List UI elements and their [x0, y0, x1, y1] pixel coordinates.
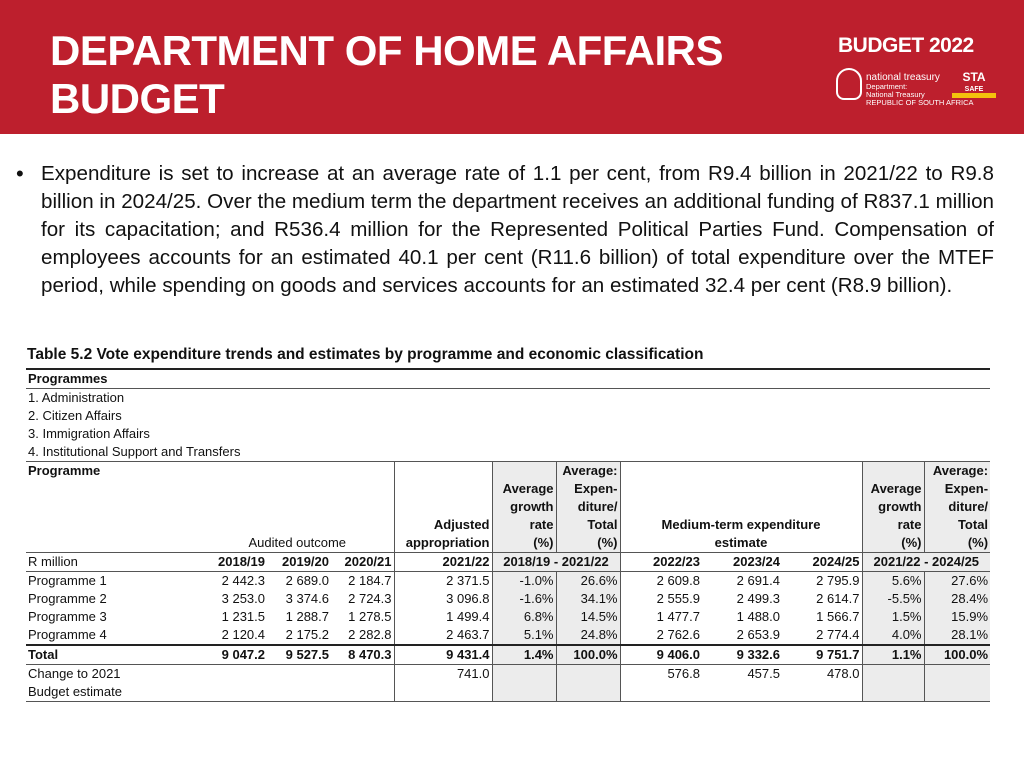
expenditure-table — [26, 368, 990, 702]
year-header: 2023/24 — [702, 553, 782, 572]
average-expenditure-header-2: Average: Expen- diture/ Total (%) — [924, 462, 990, 553]
year-header: 2019/20 — [267, 553, 331, 572]
programme-list-item: 3. Immigration Affairs — [28, 426, 150, 441]
title-line-2: BUDGET — [50, 75, 225, 122]
unit-label: R million — [26, 553, 201, 572]
table-title: Table 5.2 Vote expenditure trends and estimates by programme and economic classification — [27, 346, 704, 363]
year-header: 2024/25 — [782, 553, 862, 572]
programme-list-item: 4. Institutional Support and Transfers — [28, 444, 241, 459]
year-header: 2021/22 — [394, 553, 492, 572]
adjusted-appropriation-header: Adjusted appropriation — [394, 462, 492, 553]
year-header: 2022/23 — [620, 553, 702, 572]
change-row-2: Budget estimate — [26, 683, 990, 702]
table-row: Programme 4 2 120.4 2 175.2 2 282.8 2 463.7 5.1% 24.8% 2 762.6 2 653.9 2 774.4 4.0% 28.1% — [26, 626, 990, 645]
table-row: Programme 3 1 231.5 1 288.7 1 278.5 1 499.4 6.8% 14.5% 1 477.7 1 488.0 1 566.7 1.5% 15.9% — [28, 609, 989, 624]
change-row: Change to 2021 741.0 576.8 457.5 478.0 — [26, 665, 990, 684]
page-title — [50, 27, 790, 123]
year-header: 2020/21 — [331, 553, 394, 572]
year-range-header: 2021/22 - 2024/25 — [862, 553, 990, 572]
stay-safe-bar — [952, 93, 996, 98]
coat-of-arms-icon — [836, 68, 862, 100]
total-row: Total 9 047.2 9 527.5 8 470.3 9 431.4 1.4% 100.0% 9 406.0 9 332.6 9 751.7 1.1% 100.0% — [26, 645, 990, 665]
stay-safe-logo: STA SAFE — [952, 68, 996, 98]
logos-group — [836, 68, 996, 107]
programme-list-item: 1. Administration — [26, 389, 990, 408]
average-growth-header-2: Average growth rate (%) — [862, 462, 924, 553]
table-row: Programme 1 2 442.3 2 689.0 2 184.7 2 371.5 -1.0% 26.6% 2 609.8 2 691.4 2 795.9 5.6% 27.6% — [28, 573, 989, 588]
mtef-header: Medium-term expenditure estimate — [620, 462, 862, 553]
audited-outcome-header: Audited outcome — [201, 462, 394, 553]
budget-2022-label: BUDGET 2022 — [838, 34, 974, 57]
bullet-icon: • — [16, 161, 24, 186]
table-row: Programme 2 3 253.0 3 374.6 2 724.3 3 096.8 -1.6% 34.1% 2 555.9 2 499.3 2 614.7 -5.5% 28.4% — [28, 591, 989, 606]
header-banner — [0, 0, 1024, 134]
average-expenditure-header: Average: Expen- diture/ Total (%) — [556, 462, 620, 553]
programme-list-item: 2. Citizen Affairs — [28, 408, 122, 423]
average-growth-header: Average growth rate (%) — [492, 462, 556, 553]
title-line-1: DEPARTMENT OF HOME AFFAIRS — [50, 27, 723, 74]
bullet-paragraph: Expenditure is set to increase at an average rate of 1.1 per cent, from R9.4 billion in 2021/22 to R9.8 billion in 2024/25. Over the medium term the department receives an additional funding of R837.1 million for its capacitation; and R536.4 million for the Represented Political Parties Fund. Compensation of employees accounts for an estimated 40.1 per cent (R11.6 billion) of total expenditure over the MTEF period, while spending on goods and services accounts for an estimated 32.4 per cent (R8.9 billion). — [41, 162, 994, 297]
year-header: 2018/19 — [201, 553, 267, 572]
programme-col-header: Programme — [26, 462, 201, 553]
national-treasury-logo-text: national treasury Department: National Treasury REPUBLIC OF SOUTH AFRICA — [866, 72, 974, 107]
year-range-header: 2018/19 - 2021/22 — [492, 553, 620, 572]
programmes-heading: Programmes — [26, 369, 990, 389]
